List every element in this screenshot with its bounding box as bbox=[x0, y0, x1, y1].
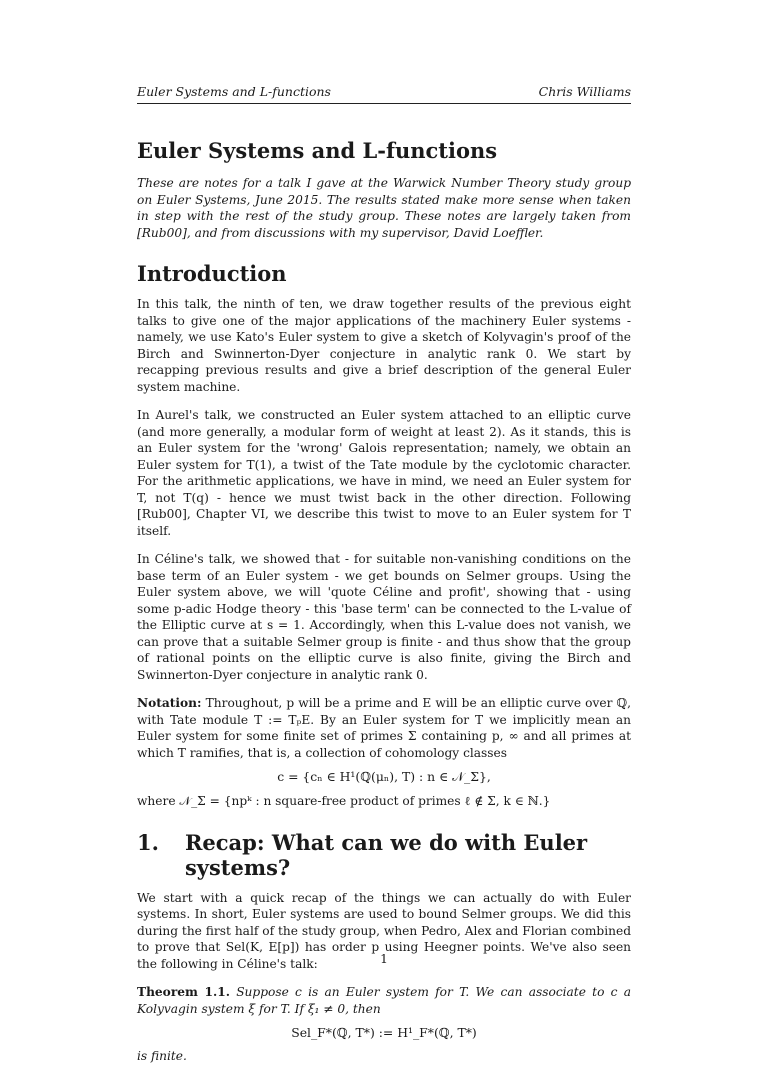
theorem-text: Suppose c is an Euler system for T. We can associate to c a Kolyvagin system ξ for T. If ξ₁ ≠ 0, then bbox=[137, 985, 631, 1016]
notation-text: Throughout, p will be a prime and E will be an elliptic curve over ℚ, with Tate module T := TₚE. By an Euler system for T we implicitly mean an Euler system for some finite set of primes Σ containing p, ∞ and all primes at which T ramifies, that is, a collection of cohomology classes bbox=[137, 696, 631, 760]
where-line: where 𝒩_Σ = {npᵏ : n square-free product of primes ℓ ∉ Σ, k ∈ ℕ.} bbox=[137, 794, 551, 808]
paper-title: Euler Systems and L-functions bbox=[137, 138, 498, 163]
theorem-tail: is finite. bbox=[137, 1049, 187, 1063]
theorem-1-1 bbox=[137, 984, 631, 1017]
section-1-number: 1. bbox=[137, 829, 159, 855]
section-1-heading bbox=[137, 830, 631, 880]
running-header bbox=[137, 84, 631, 99]
page-number: 1 bbox=[380, 952, 388, 966]
theorem-label: Theorem 1.1. bbox=[137, 985, 230, 999]
display-equation-1: c = {cₙ ∈ H¹(ℚ(μₙ), T) : n ∈ 𝒩_Σ}, bbox=[277, 769, 491, 784]
header-author: Chris Williams bbox=[538, 84, 631, 99]
intro-paragraph-2: In Aurel's talk, we constructed an Euler system attached to an elliptic curve (and more generally, a modular form of weight at least 2). As it stands, this is an Euler system for the 'wrong' Galois representation; namely, we obtain an Euler system for T(1), a twist of the Tate module by the cyclotomic character. For the arithmetic applications, we have in mind, we need an Euler system for T, not T(q) - hence we must twist back in the other direction. Following [Rub00], Chapter VI, we describe this twist to move to an Euler system for T itself. bbox=[137, 408, 631, 538]
section-1-paragraph: We start with a quick recap of the things we can actually do with Euler systems. In short, Euler systems are used to bound Selmer groups. We did this during the first half of the study group, when Pedro, Alex and Florian combined to prove that Sel(K, E[p]) has order p using Heegner points. We've also seen the following in Céline's talk: bbox=[137, 890, 631, 971]
intro-paragraph-1: In this talk, the ninth of ten, we draw together results of the previous eight talks to give one of the major applications of the machinery Euler systems - namely, we use Kato's Euler system to give a sketch of Kolyvagin's proof of the Birch and Swinnerton-Dyer conjecture in analytic rank 0. We start by recapping previous results and give a brief description of the general Euler system machine. bbox=[137, 297, 631, 394]
content bbox=[137, 126, 631, 1077]
section-1-title: Recap: What can we do with Euler systems? bbox=[184, 829, 588, 880]
header-rule bbox=[137, 103, 631, 104]
notation-label: Notation: bbox=[137, 696, 202, 710]
abstract: These are notes for a talk I gave at the Warwick Number Theory study group on Euler Systems, June 2015. The results stated make more sense when taken in step with the rest of the study group. These notes are largely taken from [Rub00], and from discussions with my supervisor, David Loeffler. bbox=[137, 176, 631, 240]
intro-heading: Introduction bbox=[137, 261, 287, 286]
header-title: Euler Systems and L-functions bbox=[137, 84, 331, 99]
notation-paragraph bbox=[137, 695, 631, 761]
intro-paragraph-3: In Céline's talk, we showed that - for suitable non-vanishing conditions on the base term of an Euler system - we get bounds on Selmer groups. Using the Euler system above, we will 'quote Céline and profit', showing that - using some p-adic Hodge theory - this 'base term' can be connected to the L-value of the Elliptic curve at s = 1. Accordingly, when this L-value does not vanish, we can prove that a suitable Selmer group is finite - and thus show that the group of rational points on the elliptic curve is also finite, giving the Birch and Swinnerton-Dyer conjecture in analytic rank 0. bbox=[137, 552, 631, 682]
display-equation-2: Sel_F*(ℚ, T*) := H¹_F*(ℚ, T*) bbox=[291, 1025, 477, 1040]
